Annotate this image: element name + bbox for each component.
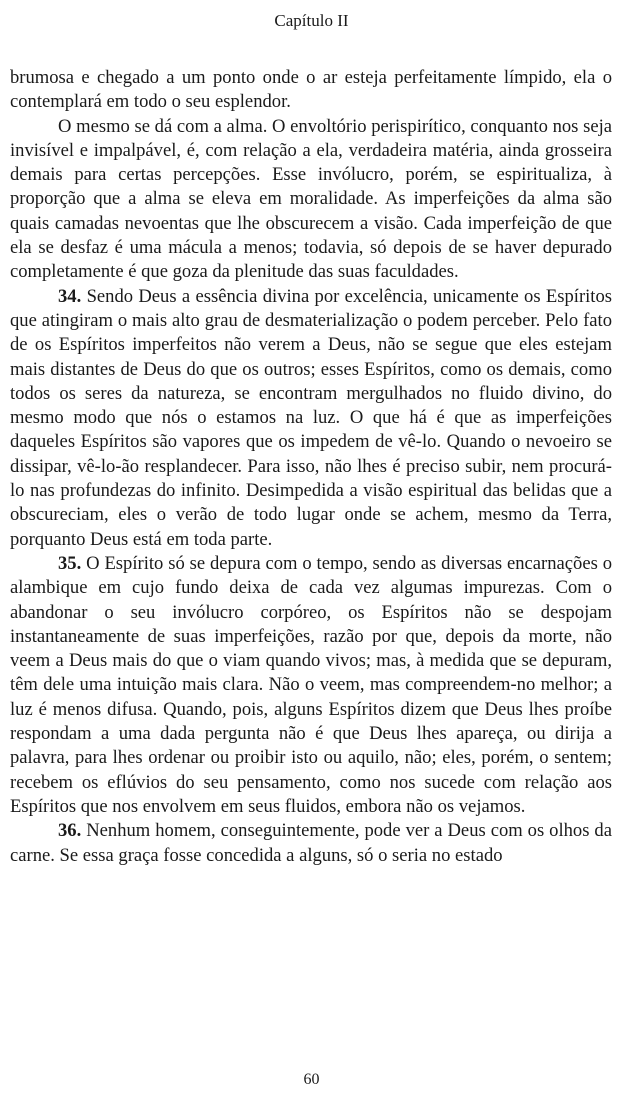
page-body: [10, 66, 612, 868]
paragraph-text: brumosa e chegado a um ponto onde o ar esteja perfeitamente límpido, ela o contemplará em todo o seu esplendor.: [10, 67, 612, 113]
paragraph-34: [10, 285, 612, 552]
page-number: 60: [303, 1071, 320, 1088]
paragraph-36: [10, 819, 612, 868]
chapter-header: Capítulo II: [274, 11, 349, 30]
paragraph-number: 35.: [58, 552, 82, 574]
paragraph-text: O mesmo se dá com a alma. O envoltório perispirítico, conquanto nos seja invisível e impalpável, é, com relação a ela, verdadeira matéria, ainda grosseira demais para certas percepções. Esse invólucro, porém, se espiritualiza, à proporção que a alma se eleva em moralidade. As imperfeições da alma são quais camadas nevoentas que lhe obscurecem a visão. Cada imperfeição de que ela se desfaz é uma mácula a menos; todavia, só depois de se haver depurado completamente é que goza da plenitude das suas faculdades.: [10, 115, 612, 283]
paragraph-text: O Espírito só se depura com o tempo, sendo as diversas encarnações o alambique em cujo fundo deixa de cada vez algumas impurezas. Com o abandonar o seu invólucro corpóreo, os Espíritos não se despojam instantaneamente de suas imperfeições, razão por que, depois da morte, não veem a Deus mais do que o viam quando vivos; mas, à medida que se depuram, têm dele uma intuição mais clara. Não o veem, mas compreendem-no melhor; a luz é menos difusa. Quando, pois, alguns Espíritos dizem que Deus lhes proíbe respondam a uma dada pergunta não é que Deus lhes apareça, ou dirija a palavra, para lhes ordenar ou proibir isto ou aquilo, não; eles, porém, o sentem; recebem os eflúvios do seu pensamento, como nos sucede com relação aos Espíritos que nos envolvem em seus fluidos, embora não os vejamos.: [10, 552, 612, 817]
paragraph-text: Nenhum homem, conseguintemente, pode ver a Deus com os olhos da carne. Se essa graça fosse concedida a alguns, só o seria no estado: [10, 820, 612, 866]
paragraph-text: Sendo Deus a essência divina por excelência, unicamente os Espíritos que atingiram o mais alto grau de desmaterialização o podem perceber. Pelo fato de os Espíritos imperfeitos não verem a Deus, não se segue que eles estejam mais distantes de Deus do que os outros; esses Espíritos, como os demais, como todos os seres da natureza, se encontram mergulhados no fluido divino, do mesmo modo que nós o estamos na luz. O que há é que as imperfeições daqueles Espíritos são vapores que os impedem de vê-lo. Quando o nevoeiro se dissipar, vê-lo-ão resplandecer. Para isso, não lhes é preciso subir, nem procurá-lo nas profundezas do infinito. Desimpedida a visão espiritual das belidas que a obscureciam, eles o verão de todo lugar onde se achem, mesmo da Terra, porquanto Deus está em toda parte.: [10, 285, 612, 550]
paragraph-alma: [10, 115, 612, 285]
paragraph-continuation: [10, 66, 612, 115]
paragraph-number: 34.: [58, 285, 82, 307]
paragraph-number: 36.: [58, 820, 82, 842]
paragraph-35: [10, 552, 612, 819]
